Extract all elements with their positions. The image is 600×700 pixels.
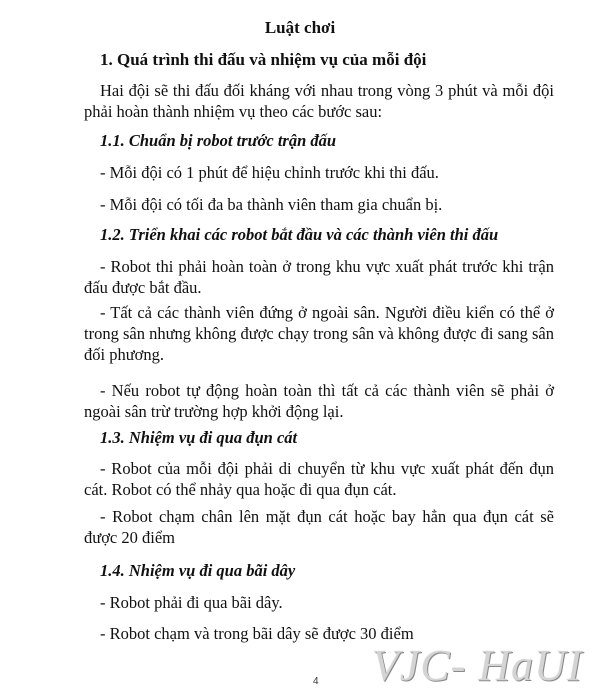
section-heading-1: 1. Quá trình thi đấu và nhiệm vụ của mỗi đội [100, 50, 427, 69]
paragraph: - Nếu robot tự động hoàn toàn thì tất cả các thành viên sẽ phải ở ngoài sân trừ trường hợp khởi động lại. [84, 381, 554, 421]
watermark-logo: VJC- HaUI [372, 641, 583, 690]
paragraph: - Robot của mỗi đội phải di chuyển từ khu vực xuất phát đến đụn cát. Robot có thể nhảy qua hoặc đi qua đụn cát. [84, 459, 554, 499]
subsection-heading-1-1: 1.1. Chuẩn bị robot trước trận đấu [100, 131, 337, 150]
subsection-heading-1-2: 1.2. Triển khai các robot bắt đầu và các thành viên thi đấu [100, 225, 499, 244]
paragraph: - Robot phải đi qua bãi dây. [100, 593, 283, 612]
subsection-heading-1-4: 1.4. Nhiệm vụ đi qua bãi dây [100, 561, 296, 580]
paragraph: - Mỗi đội có 1 phút để hiệu chỉnh trước khi thi đấu. [100, 163, 439, 182]
paragraph: - Tất cả các thành viên đứng ở ngoài sân. Người điều kiển có thể ở trong sân nhưng không được chạy trong sân và không được đi sang sân đối phương. [84, 303, 554, 364]
paragraph: - Robot chạm chân lên mặt đụn cát hoặc bay hẳn qua đụn cát sẽ được 20 điểm [84, 507, 554, 547]
page-number: 4 [313, 676, 319, 687]
paragraph: - Robot thi phải hoàn toàn ở trong khu vực xuất phát trước khi trận đấu được bắt đầu. [84, 257, 554, 297]
paragraph: - Mỗi đội có tối đa ba thành viên tham gia chuẩn bị. [100, 195, 443, 214]
paragraph: - Robot chạm và trong bãi dây sẽ được 30 điểm [100, 624, 414, 643]
subsection-heading-1-3: 1.3. Nhiệm vụ đi qua đụn cát [100, 428, 298, 447]
section-1-intro: Hai đội sẽ thi đấu đối kháng với nhau trong vòng 3 phút và mỗi đội phải hoàn thành nhiệm vụ theo các bước sau: [84, 81, 554, 121]
document-title: Luật chơi [264, 18, 336, 37]
